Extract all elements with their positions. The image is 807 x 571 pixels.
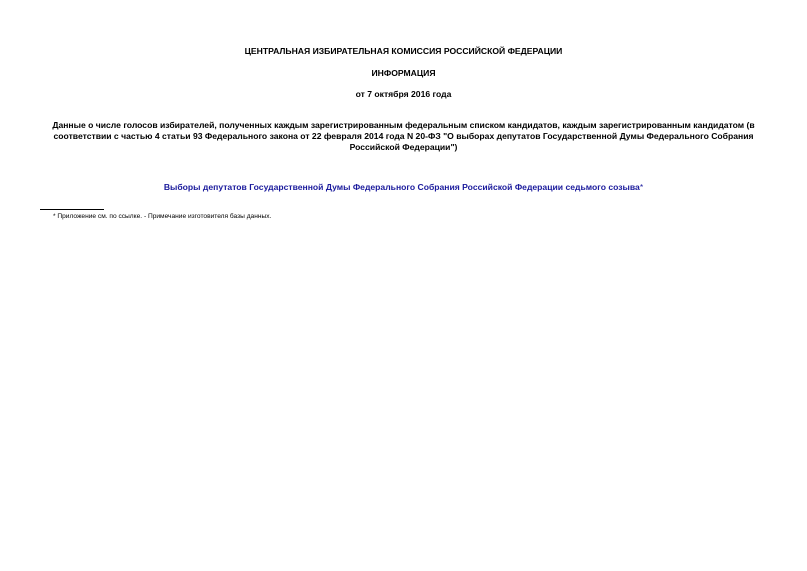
elections-link[interactable]: Выборы депутатов Государственной Думы Федерального Собрания Российской Федерации седьмого созыва bbox=[163, 182, 640, 192]
document-type-heading: ИНФОРМАЦИЯ bbox=[371, 68, 436, 78]
document-date: от 7 октября 2016 года bbox=[355, 89, 452, 99]
footnote-marker: * bbox=[639, 182, 644, 192]
intro-paragraph: Данные о числе голосов избирателей, полученных каждым зарегистрированным федеральным списком кандидатов, каждым зарегистрированным кандидатом (в соответствии с частью 4 статьи 93 Федерального закона от 22 февраля 2014 года N 20-ФЗ "О выборах депутатов Государственной Думы Федерального Собрания Российской Федерации") bbox=[52, 120, 755, 152]
footnote-text: * Приложение см. по ссылке. - Примечание изготовителя базы данных. bbox=[53, 213, 272, 220]
elections-link-line bbox=[0, 182, 807, 193]
organization-heading: ЦЕНТРАЛЬНАЯ ИЗБИРАТЕЛЬНАЯ КОМИССИЯ РОССИЙСКОЙ ФЕДЕРАЦИИ bbox=[244, 46, 563, 56]
footnote-divider bbox=[40, 209, 104, 210]
